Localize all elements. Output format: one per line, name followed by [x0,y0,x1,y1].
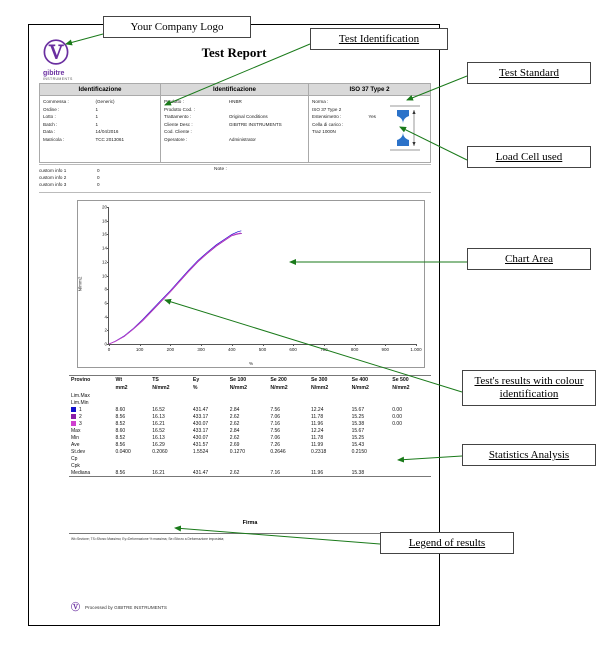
annotation-test-identification: Test Identification [310,28,448,50]
chart-xtickmark [201,344,202,346]
field-key: Traz 1000N [312,129,336,135]
row-label: Lim.Min [71,399,89,406]
unit-ey: % [192,385,198,391]
table-cell: 11.78 [310,434,324,441]
field-value: GIBITRE INSTRUMENTS [228,121,282,127]
table-cell [113,455,150,462]
identification-1-header: Identificazione [40,84,160,96]
chart-series-3 [109,233,241,344]
row-label: Max [71,427,81,434]
custom-info-row [39,181,431,188]
field-row [164,98,305,106]
table-cell: 2.84 [229,427,240,434]
field-key: Ordine : [43,106,60,112]
chart-xtick: 900 [381,347,390,352]
identification-block [39,83,431,163]
field-row [164,136,305,144]
table-cell: 1.5524 [192,448,209,455]
colour-swatch [71,407,76,412]
chart-ytickmark [107,248,109,249]
custom-info-row [39,167,431,174]
table-cell: 16.52 [152,427,165,434]
annotation-legend: Legend of results [380,532,514,554]
results-table [69,375,431,526]
custom-info-value: 0 [97,168,100,173]
chart-ytick: 8 [104,286,107,292]
table-cell [228,455,269,462]
col-ts: TS [152,377,159,383]
table-cell: 8.60 [115,406,126,413]
table-cell: 7.06 [270,413,281,420]
logo-name: gibitre [43,70,65,77]
colour-swatch [71,421,76,426]
chart-ytickmark [107,289,109,290]
divider [39,192,431,193]
field-value: Original Conditions [228,114,268,120]
table-cell [191,399,228,406]
chart-xtick: 1.000 [410,347,422,352]
table-row [69,441,431,448]
field-value: TCC 2013061 [95,136,125,142]
custom-info-key: custom info 2 [39,175,67,181]
table-cell: 11.99 [310,441,324,448]
table-units-row [69,384,431,392]
table-cell: 431.47 [192,469,209,476]
col-se300: Se 300 [310,377,328,383]
table-cell: 430.07 [192,434,209,441]
table-cell [113,462,150,469]
field-value: 1 [95,106,98,112]
chart-ytick: 4 [104,314,107,320]
col-se200: Se 200 [270,377,287,383]
chart-xtick: 0 [107,347,111,352]
field-row [43,113,157,121]
chart-xtickmark [263,344,264,346]
table-cell: 2.62 [229,420,240,427]
field-row [43,106,157,114]
col-ey: Ey [192,377,200,383]
table-row [69,462,431,469]
table-cell: 0.2646 [270,448,286,455]
table-cell: 15.25 [351,434,365,441]
table-cell: 16.29 [152,441,165,448]
table-row [69,392,431,399]
annotation-chart-area: Chart Area [467,248,591,270]
table-cell: 0.1270 [229,448,245,455]
table-cell [228,399,269,406]
field-key: Estensimetro : [312,114,342,120]
chart-ytick: 10 [101,273,107,278]
identification-table-1 [39,83,161,163]
table-cell [191,462,228,469]
table-cell [350,455,391,462]
table-cell: 7.56 [270,406,281,413]
unit-se200: N/mm2 [270,385,288,391]
chart-ytickmark [107,276,109,277]
chart-plot [101,204,422,352]
chart-ylabel: N/mm2 [77,276,83,292]
note-label: Note : [214,167,227,172]
table-cell: 16.13 [152,434,165,441]
table-row [69,413,431,420]
table-cell [150,392,191,399]
table-row [69,455,431,462]
field-key: ISO 37 Type 2 [312,106,342,112]
field-key: Batch : [43,121,58,127]
row-label: 1 [69,406,113,413]
field-key: Cod. Cliente : [164,129,192,135]
page-title: Test Report [201,45,267,60]
table-cell [390,434,431,441]
chart-xtickmark [293,344,294,346]
annotation-statistics: Statistics Analysis [462,444,596,466]
table-cell [268,392,309,399]
chart-ytick: 18 [101,218,107,224]
custom-info-key: custom info 3 [39,182,67,188]
chart-xtickmark [385,344,386,346]
unit-ts: N/mm2 [152,385,170,391]
table-cell [228,392,269,399]
table-cell: 16.13 [152,413,165,420]
table-cell: 11.96 [310,420,324,427]
table-cell: 0.00 [392,420,402,427]
table-cell: 7.56 [270,427,281,434]
chart-xtick: 200 [166,347,175,352]
chart-ytickmark [107,262,109,263]
chart-xtickmark [324,344,325,346]
field-key: Cella di carico : [312,121,344,127]
table-cell: 7.16 [270,420,281,427]
table-cell: 8.52 [115,434,126,441]
row-label: Ave [71,441,80,448]
table-cell: 12.24 [310,406,324,413]
chart-xtickmark [170,344,171,346]
identification-2-header: Identificazione [161,84,308,96]
chart-xtick: 500 [258,347,267,352]
field-value: 1 [95,121,98,127]
col-se400: Se 400 [351,377,369,383]
footer-logo-icon: Ⓥ [71,602,80,612]
chart-ytickmark [107,221,109,222]
table-row [69,469,431,476]
annotation-load-cell: Load Cell used [467,146,591,168]
annotation-company-logo: Your Company Logo [103,16,251,38]
custom-info-value: 0 [97,175,100,181]
col-provino: Provino [71,377,91,383]
field-value: (Generic) [95,99,115,104]
row-label: Min [71,434,80,441]
table-cell [390,455,431,462]
chart-xtick: 600 [289,347,297,352]
unit-se400: N/mm2 [351,385,369,391]
field-row [43,136,157,144]
field-value [229,128,305,136]
table-cell: 2.62 [229,413,240,420]
field-row [43,121,157,129]
table-cell: 2.62 [229,469,240,476]
table-header-row [69,376,431,384]
field-value: 14/04/2016 [95,129,119,135]
unit-se100: N/mm2 [229,385,247,391]
field-key: Trattamento : [164,114,192,120]
table-cell: 431.47 [192,406,209,413]
chart-ytick: 16 [101,231,107,237]
table-row [69,420,431,427]
custom-info-block [39,167,431,189]
chart-xtickmark [355,344,356,346]
table-cell [191,455,228,462]
col-se100: Se 100 [229,377,247,383]
field-value: Yes [368,114,376,120]
table-cell: 16.52 [152,406,165,413]
table-cell: 8.56 [115,413,126,420]
table-cell: 0.2060 [152,448,168,455]
table-cell [150,399,191,406]
chart-curves [109,207,416,344]
table-cell [268,399,309,406]
table-cell: 7.16 [270,469,281,476]
table-row [69,427,431,434]
table-cell: 2.84 [229,406,240,413]
table-cell [390,462,431,469]
table-cell [309,462,350,469]
table-cell: 15.67 [351,406,365,413]
field-key: Commessa : [43,99,69,104]
table-cell: 2.69 [229,441,240,448]
col-se500: Se 500 [392,377,409,383]
identification-2-body [161,96,308,162]
annotation-results: Test's results with colour identification [462,370,596,406]
table-cell: 16.21 [152,420,165,427]
load-cell-icon [388,102,422,154]
table-cell: 11.96 [310,469,324,476]
row-label: Cpk [71,462,80,469]
table-cell [350,462,391,469]
table-cell: 16.21 [152,469,165,476]
chart-xtickmark [232,344,233,346]
table-cell: 2.62 [229,434,240,441]
table-cell: 12.24 [310,427,324,434]
custom-info-key: custom info 1 [39,168,67,173]
colour-swatch [71,414,76,419]
identification-1-body [40,96,160,162]
custom-info-value: 0 [97,182,100,188]
table-cell [150,455,191,462]
table-cell [390,399,431,406]
field-key: Norma : [312,99,329,104]
divider [39,164,431,165]
chart-ytickmark [107,234,109,235]
table-cell: 0.2318 [310,448,327,455]
table-cell [113,399,150,406]
table-row [69,448,431,455]
table-cell: 433.17 [192,427,209,434]
row-label: Cp [71,455,78,462]
logo-mark: Ⓥ [43,39,67,68]
firma-label: Firma [242,520,258,526]
table-cell [390,469,431,476]
table-cell [309,399,350,406]
table-cell [268,455,309,462]
table-cell: 15.43 [351,441,365,448]
standard-table [309,83,431,163]
row-label: Mediana [71,469,91,476]
chart-ytickmark [107,317,109,318]
field-row [43,128,157,136]
chart-ytick: 2 [104,327,107,333]
field-row [164,113,305,121]
chart-xtickmark [140,344,141,346]
table-cell [191,392,228,399]
table-cell: 0.00 [392,413,402,420]
table-cell: 0.00 [392,406,402,413]
chart-xtick: 400 [228,347,236,352]
table-cell: 430.07 [192,420,209,427]
table-cell: 11.78 [310,413,324,420]
table-cell: 0.2150 [351,448,367,455]
table-cell: 7.26 [270,441,281,448]
annotation-test-standard: Test Standard [467,62,591,84]
field-value: Administrator [228,136,256,142]
chart-series-1 [109,231,241,344]
row-label: 3 [69,420,113,427]
table-row [69,399,431,406]
unit-provino [69,384,113,392]
table-cell: 8.56 [115,441,126,448]
chart-ytick: 20 [101,204,107,210]
chart-series-2 [109,234,242,344]
unit-se300: N/mm2 [310,385,329,391]
chart-xtick: 100 [135,347,144,352]
unit-se500: N/mm2 [392,385,410,391]
chart-ytick: 0 [104,341,107,347]
divider [69,533,431,534]
table-cell: 8.56 [115,469,126,476]
table-cell [390,441,431,448]
legend-of-results: Wt=Sezione; TS=Sforzo Massimo; Ey=Deformazione % massima; Se=Sforzo a Deformazione impostata; [71,537,225,541]
chart-xtick: 300 [197,347,205,352]
table-cell [309,392,350,399]
chart-area [77,200,425,368]
chart-xlabel: % [248,361,254,366]
row-label: 2 [69,413,113,420]
table-cell: 0.0400 [115,448,131,455]
chart-ytickmark [107,330,109,331]
table-cell: 8.52 [115,420,126,427]
custom-info-row [39,174,431,181]
chart-ytick: 14 [101,245,107,251]
table-cell [150,462,191,469]
table-cell: 15.25 [351,413,365,420]
logo-subtitle: INSTRUMENTS [43,77,73,81]
chart-ytickmark [107,207,109,208]
table-cell [390,427,431,434]
table-cell [390,392,431,399]
field-value: 1 [95,114,98,120]
table-cell: 15.38 [351,420,365,427]
standard-body [309,96,430,162]
table-cell [228,462,269,469]
field-key: Lotto : [43,114,56,120]
field-key: Prodotto Cod. : [164,106,195,112]
chart-xtick: 800 [350,347,359,352]
chart-ytick: 12 [101,259,107,265]
table-cell [113,392,150,399]
field-key: Data : [43,129,56,135]
field-row [164,121,305,129]
chart-ytick: 6 [104,300,107,306]
table-row [69,434,431,441]
chart-xtickmark [109,344,110,346]
field-row [43,98,157,106]
identification-table-2 [161,83,309,163]
field-value [229,106,305,114]
table-cell: 433.17 [192,413,209,420]
table-cell: 431.57 [192,441,209,448]
field-row [164,128,305,136]
chart-ytickmark [107,303,109,304]
chart-xtickmark [416,344,417,346]
field-value: HNBR [228,99,242,104]
row-label: Lim.Max [71,392,90,399]
field-key: Matricola : [43,136,65,142]
table-cell: 15.67 [351,427,365,434]
standard-header: ISO 37 Type 2 [309,84,430,96]
field-row [164,106,305,114]
page-footer [71,603,167,611]
table-cell [350,399,391,406]
table-cell [390,448,431,455]
table-cell: 15.38 [351,469,365,476]
col-wt: Wt [115,377,123,383]
field-key: Prodotto : [164,99,184,104]
table-cell [309,455,350,462]
report-page [28,24,440,626]
table-cell [350,392,391,399]
unit-wt: mm2 [115,385,128,391]
row-label: St.dev [71,448,86,455]
field-key: Operatore : [164,136,188,142]
table-cell [268,462,309,469]
table-cell: 7.06 [270,434,281,441]
chart-xtick: 700 [320,347,328,352]
field-key: Cliente Desc : [164,121,193,127]
footer-text: Processed by GIBITRE INSTRUMENTS [85,604,167,610]
table-row [69,406,431,413]
table-cell: 8.60 [115,427,126,434]
